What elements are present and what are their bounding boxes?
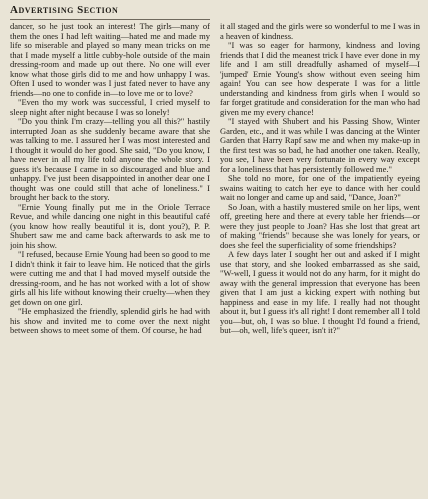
right-column [220,22,420,499]
paragraph: "He emphasized the friendly, splendid girls he had with his show and invited me to come over the next night between shows to meet some of them. Of course, he had [10,306,210,335]
paragraph: She told no more, for one of the impatiently eyeing swains waiting to catch her eye to dance with her could wait no longer and came up and said, "Dance, Joan?" [220,173,420,202]
paragraph: dancer, so he just took an interest! The girls—many of them the ones I had left waiting—hated me and made my life so miserable and played so many mean tricks on me that I made myself a little cubby-hole outside of the main dressing-room and made up out there. No one will ever know what those girls did to me and how unhappy I was. Often I used to wonder was I just fated never to have any friends—no one to confide in—to love me or to love? [10,22,210,98]
section-header: Advertising Section [10,4,210,20]
paragraph: "Ernie Young finally put me in the Oriole Terrace Revue, and while dancing one night in this beautiful café (you know how really beautiful it is, dont you?), P. P. Shubert saw me and came back afterwards to ask me to join his show. [10,201,210,250]
paragraph: "Do you think I'm crazy—telling you all this?" hastily interrupted Joan as she suddenly became aware that she was talking to me. I assured her I was most interested and I thought it would do her good. She said, "Do you know, I have never in all my life told anyone the whole story. I guess it's because I came in so discouraged and blue and unhappy. I've just been disappointed in another dear one I thought was one could still that ache of loneliness." I brought her back to the story. [10,116,210,202]
text-columns [10,22,420,499]
left-column [10,22,210,499]
paragraph: "I stayed with Shubert and his Passing Show, Winter Garden, etc., and it was while I was dancing at the Winter Garden that Harry Rapf saw me and when my make-up in the first test was so bad, he had another one taken. Really, you see, I have been very fortunate in every way except for a loneliness that has persistently followed me." [220,116,420,174]
paragraph: So Joan, with a hastily mustered smile on her lips, went off, greeting here and there at every table her friends—or were they just people to Joan? Has she lost that great art of making "friends" because she was lonely for years, or does she feel the superficiality of some friendships? [220,201,420,250]
paragraph: it all staged and the girls were so wonderful to me I was in a heaven of kindness. [220,22,420,41]
paragraph: "Even tho my work was successful, I cried myself to sleep night after night because I was so lonely! [10,97,210,117]
paragraph: A few days later I sought her out and asked if I might use that story, and she looked embarrassed as she said, "W-well, I guess it would not do any harm, for it might do away with the general impression that everyone has been given that I am just a kicking expert with nothing but happiness and ease in my life. I really had not thought about it, but I guess it's all right! I dont remember all I told you—but, oh, I was so blue. I thought I'd found a friend, but—oh, well, life's queer, isn't it?" [220,249,420,335]
paragraph: "I refused, because Ernie Young had been so good to me I didn't think it fair to leave him. He noticed that the girls were cutting me and that I had moved myself outside the dressing-room, and he has not worked with a lot of show girls all his life without knowing their cruelty—when they get down on one girl. [10,249,210,307]
paragraph: "I was so eager for harmony, kindness and loving friends that I did the meanest trick I have ever done in my life and I am still dreadfully ashamed of myself—I 'jumped' Ernie Young's show without even seeing him again! You can see how desperate I was for a little understanding and kindness from girls when I would so far forget gratitude and consideration for the man who had given me my every chance! [220,40,420,117]
